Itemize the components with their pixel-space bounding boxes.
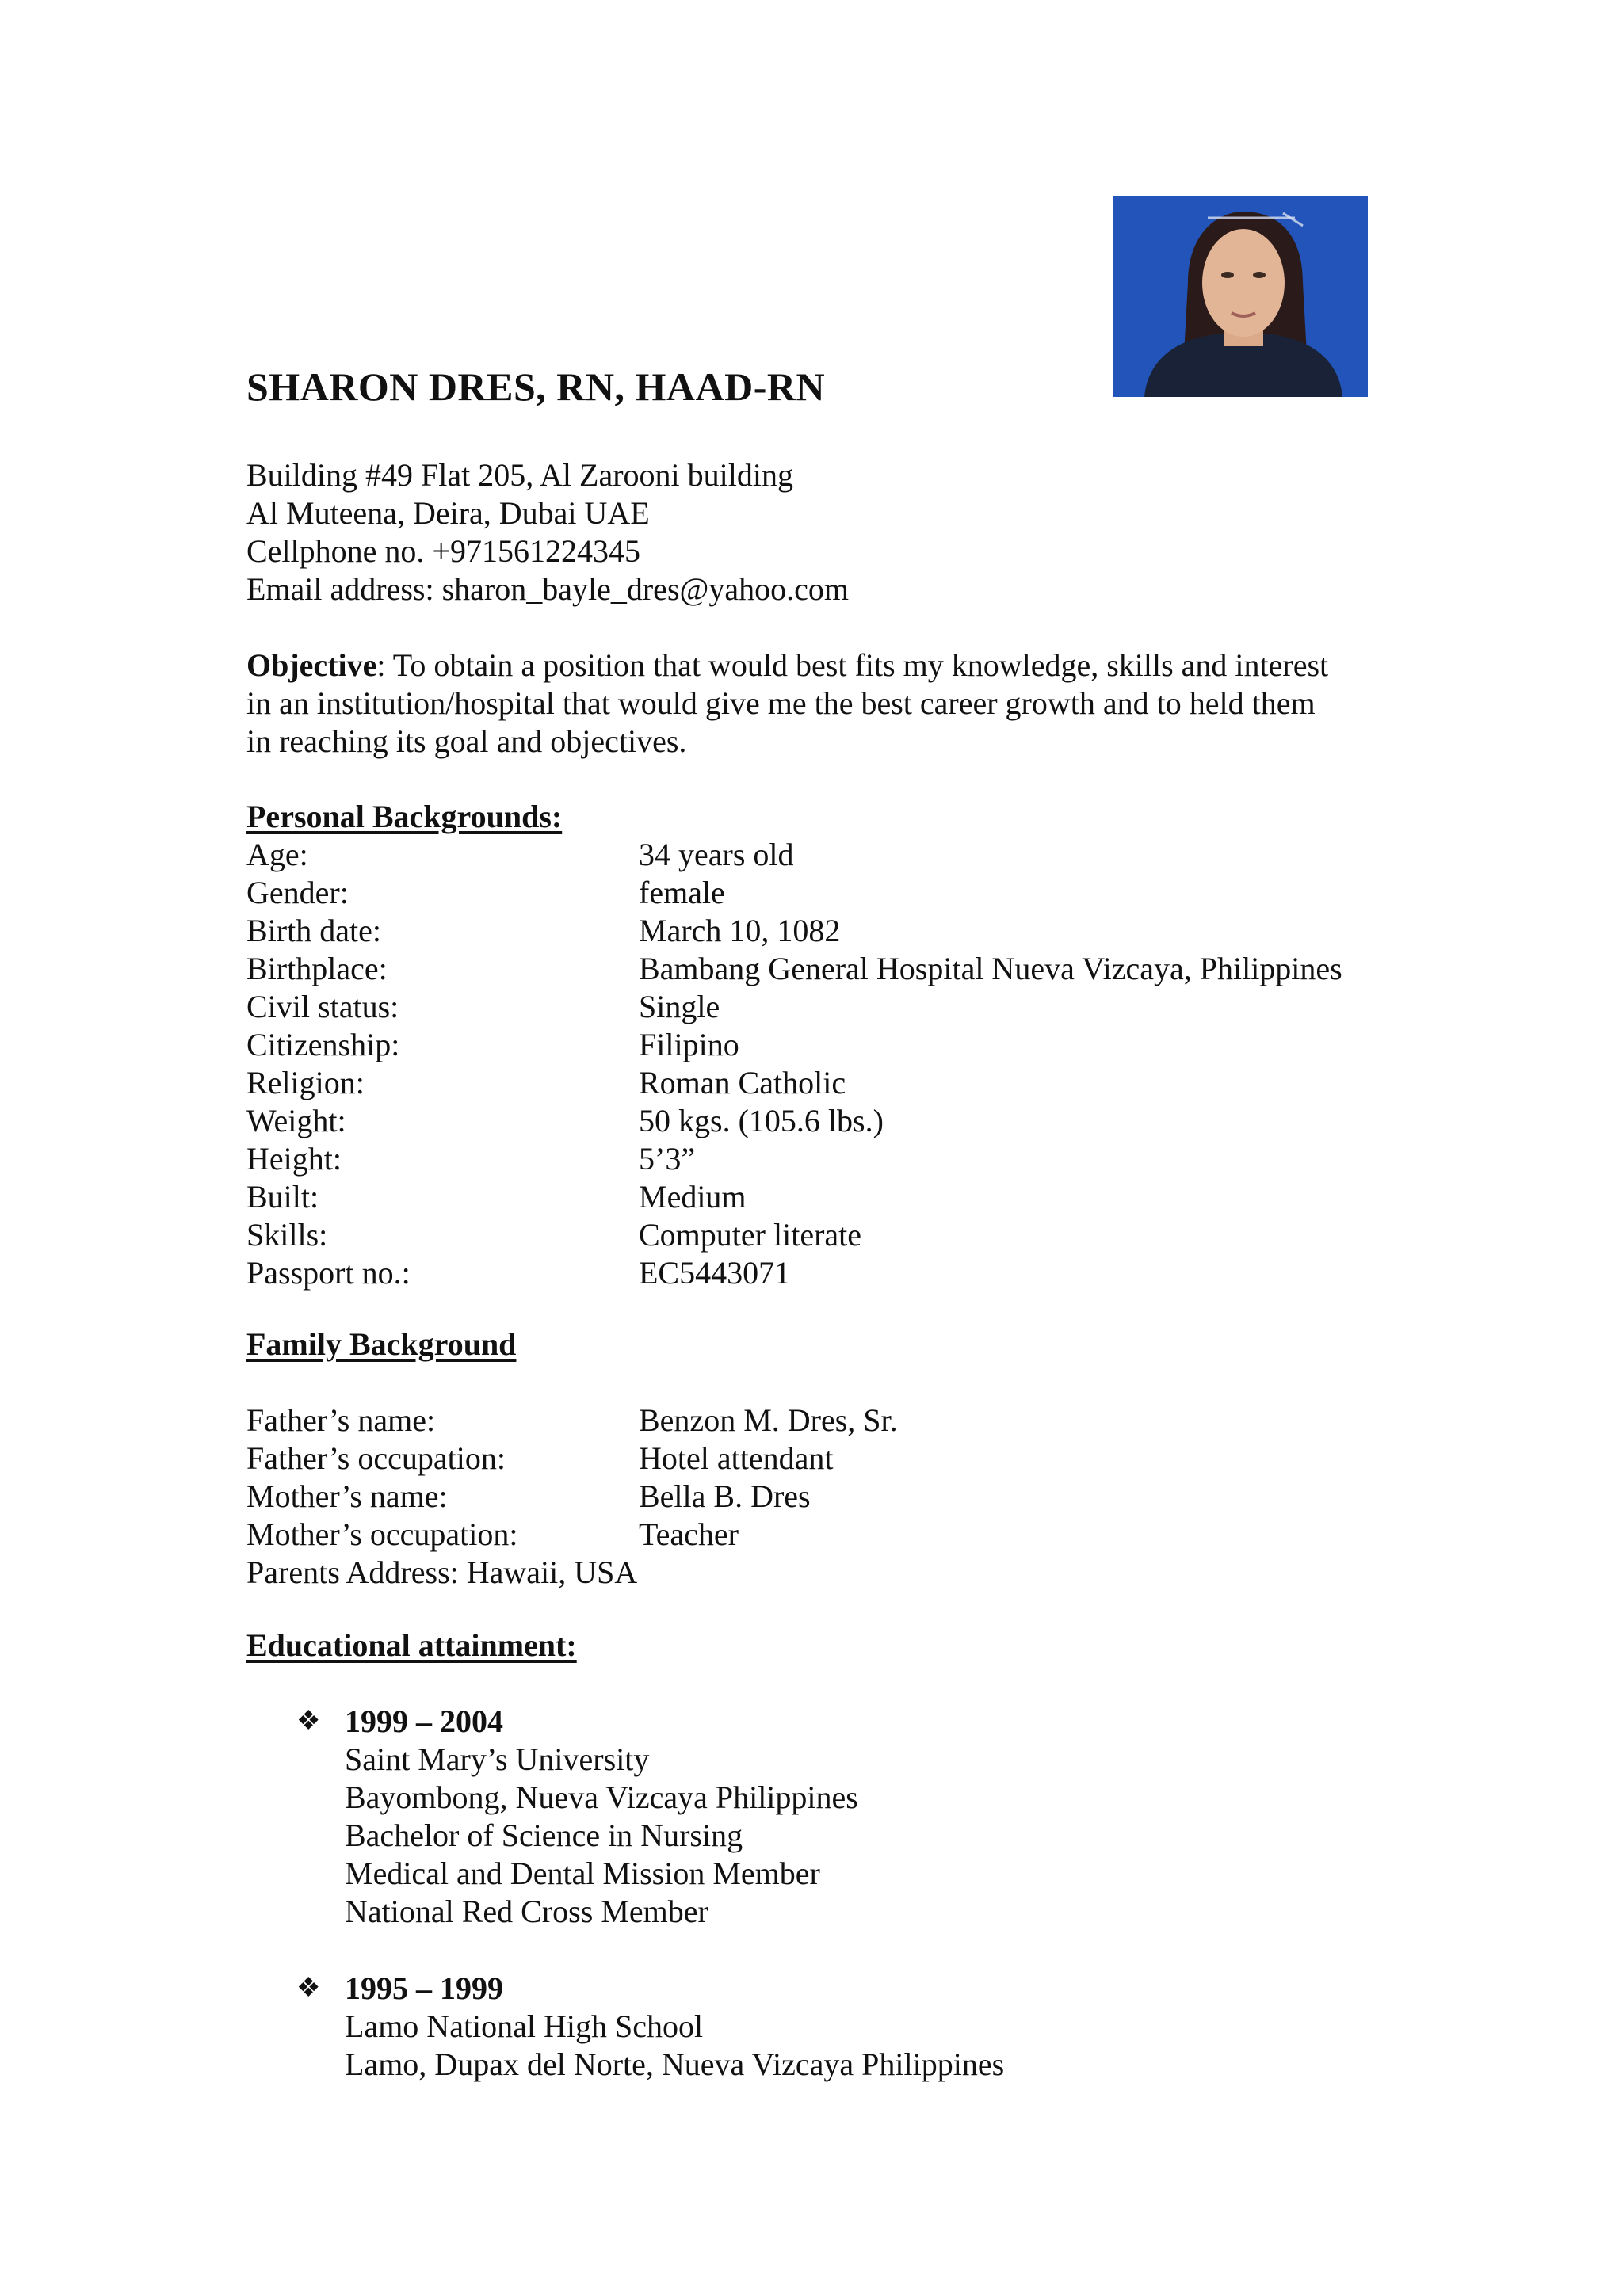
education-line: Lamo National High School [345,2008,704,2044]
personal-row [246,1026,1342,1064]
personal-value: 34 years old [639,837,794,872]
family-value: Bella B. Dres [639,1478,811,1514]
education-line: Saint Mary’s University [345,1741,650,1777]
applicant-name: SHARON DRES, RN, HAAD-RN [246,364,826,409]
family-section [246,1325,898,1592]
family-heading: Family Background [246,1326,517,1362]
parents-address: Parents Address: Hawaii, USA [246,1554,638,1590]
personal-value: Bambang General Hospital Nueva Vizcaya, Philippines [639,951,1342,986]
profile-photo [1113,196,1368,397]
personal-label: Birth date: [246,913,381,948]
personal-row [246,874,1342,912]
personal-label: Age: [246,837,308,872]
personal-label: Skills: [246,1217,328,1253]
personal-label: Birthplace: [246,951,388,986]
personal-row [246,1216,1342,1254]
personal-label: Height: [246,1141,342,1177]
diamond-bullet-icon: ❖ [296,1974,321,2003]
personal-value: Single [639,989,720,1024]
personal-row [246,1178,1342,1216]
personal-row [246,912,1342,950]
education-years: 1999 – 2004 [345,1703,503,1739]
personal-row [246,1140,1342,1178]
personal-value: 50 kgs. (105.6 lbs.) [639,1103,884,1138]
family-row [246,1440,898,1478]
family-value: Hotel attendant [639,1440,834,1476]
education-heading: Educational attainment: [246,1627,577,1663]
contact-block [246,456,849,608]
family-value: Benzon M. Dres, Sr. [639,1402,898,1438]
family-label: Mother’s occupation: [246,1516,518,1552]
personal-label: Religion: [246,1065,365,1100]
family-label: Father’s name: [246,1402,436,1438]
education-line: National Red Cross Member [345,1894,708,1929]
personal-label: Civil status: [246,989,399,1024]
education-line: Bayombong, Nueva Vizcaya Philippines [345,1779,858,1815]
cellphone: Cellphone no. +971561224345 [246,533,640,569]
personal-value: Computer literate [639,1217,862,1253]
personal-heading: Personal Backgrounds: [246,799,563,834]
personal-value: female [639,875,725,910]
personal-value: 5’3” [639,1141,696,1177]
personal-label: Gender: [246,875,349,910]
personal-row [246,1064,1342,1102]
personal-value: Filipino [639,1027,739,1062]
objective-section [246,646,1372,761]
personal-value: March 10, 1082 [639,913,841,948]
personal-row [246,1102,1342,1140]
family-row [246,1402,898,1440]
personal-section [246,798,1342,1292]
personal-label: Citizenship: [246,1027,400,1062]
education-line: Medical and Dental Mission Member [345,1855,820,1891]
personal-row [246,950,1342,988]
personal-label: Passport no.: [246,1255,411,1291]
personal-value: Medium [639,1179,747,1215]
objective-text-line-1: : To obtain a position that would best fits my knowledge, skills and interest [376,647,1329,683]
address-line-1: Building #49 Flat 205, Al Zarooni building [246,457,793,493]
personal-row [246,836,1342,874]
objective-text-line-3: in reaching its goal and objectives. [246,723,687,759]
personal-value: Roman Catholic [639,1065,846,1100]
objective-text-line-2: in an institution/hospital that would give me the best career growth and to held them [246,685,1316,721]
personal-row [246,1254,1342,1292]
personal-label: Built: [246,1179,319,1215]
family-row [246,1478,898,1516]
family-label: Mother’s name: [246,1478,448,1514]
address-line-2: Al Muteena, Deira, Dubai UAE [246,495,650,531]
diamond-bullet-icon: ❖ [296,1707,321,1736]
education-line: Bachelor of Science in Nursing [345,1817,743,1853]
family-label: Father’s occupation: [246,1440,506,1476]
family-value: Teacher [639,1516,739,1552]
education-years: 1995 – 1999 [345,1970,503,2006]
education-line: Lamo, Dupax del Norte, Nueva Vizcaya Philippines [345,2046,1005,2082]
objective-label: Objective [246,647,377,683]
personal-label: Weight: [246,1103,346,1138]
email-address: Email address: sharon_bayle_dres@yahoo.com [246,571,849,607]
family-row [246,1516,898,1554]
personal-row [246,988,1342,1026]
personal-value: EC5443071 [639,1255,791,1291]
